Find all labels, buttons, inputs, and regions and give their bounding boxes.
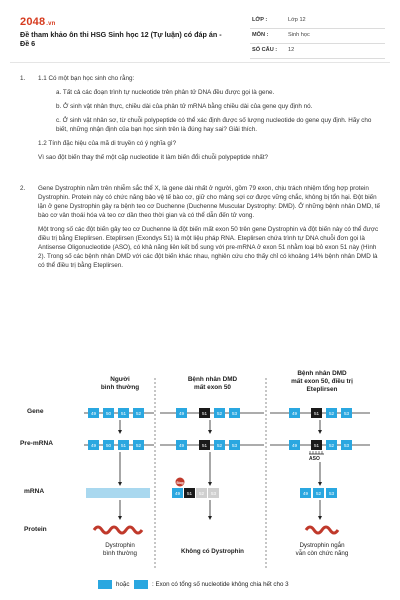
caption-normal: Dystrophin bình thường (102, 542, 137, 557)
site-logo[interactable] (20, 16, 56, 28)
exon-label: 53 (231, 411, 238, 416)
exon-label: 51 (201, 443, 208, 448)
statement-b: b. Ở sinh vật nhân thực, chiều dài của phân tử mRNA bằng chiều dài của gene quy định nó. (56, 103, 313, 110)
exon-label: 51 (120, 411, 127, 416)
legend-exon-swatch (134, 580, 148, 589)
exon-label: 53 (231, 443, 238, 448)
question-number: 2. (20, 185, 26, 192)
statement-c: c. Ở sinh vật nhân sơ, từ chuỗi polypeptide có thể xác định được số lượng nucleotide do gene quy định. Hãy cho biết, những nhận định của bạn học sinh trên là đúng hay sai? Giải thích. (56, 117, 372, 133)
protein-short-dystrophin (306, 527, 338, 533)
aso-label: ASO (309, 456, 320, 462)
statement-a: a. Tất cả các đoạn trình tự nucleotide trên phân tử DNA đều được gọi là gene. (56, 89, 275, 96)
exon-label: 53 (210, 491, 217, 496)
exon-label: 52 (216, 411, 223, 416)
protein-dystrophin (94, 527, 142, 533)
exon-label: 51 (120, 443, 127, 448)
exon-label: 53 (343, 411, 350, 416)
caption-dmd: Không có Dystrophin (181, 548, 244, 555)
mrna-strand (86, 488, 150, 498)
meta-value: Sinh học (288, 32, 310, 38)
legend-text: : Exon có tổng số nucleotide không chia hết cho 3 (152, 581, 289, 588)
exon-label: 52 (135, 411, 142, 416)
exon-label: 49 (174, 491, 181, 496)
meta-value: 12 (288, 47, 295, 53)
column-eteplirsen (270, 408, 370, 533)
row-label-pre-mrna: Pre-mRNA (20, 440, 53, 447)
column-title-dmd: Bệnh nhân DMD mất exon 50 (187, 376, 238, 391)
question-text: Gene Dystrophin nằm trên nhiễm sắc thể X, là gene dài nhất ở người, gồm 79 exon, chịu trách nhiệm tổng hợp protein Dystrophin. Protein này có chức năng bảo vệ tế bào cơ, giữ cho mảng sợi cơ được vững chắc, không bị tổn hại. Đột biến lặn ở gene Dystrophin gây ra bệnh teo cơ Duchenne (Duchenne Muscular Dystrophy: DMD). Ở những bệnh nhân DMD, tế bào cơ vân thoái hóa và teo cơ dần theo thời gian và có thể dẫn đến tử vong. (38, 185, 380, 219)
exon-label: 52 (198, 491, 205, 496)
exon-label: 49 (90, 411, 97, 416)
exon-label: 52 (216, 443, 223, 448)
meta-key: SỐ CÂU : (252, 47, 278, 53)
meta-value: Lớp 12 (288, 17, 306, 23)
exon-label: 49 (90, 443, 97, 448)
meta-key: LỚP : (252, 17, 268, 23)
row-label-gene: Gene (27, 408, 44, 415)
exon-label: 49 (178, 443, 185, 448)
exon-label: 51 (186, 491, 193, 496)
question-text: 1.2 Tính đặc hiệu của mã di truyền có ý nghĩa gì? (38, 140, 177, 147)
exon-label: 52 (135, 443, 142, 448)
exon-label: 49 (291, 443, 298, 448)
column-title-eteplirsen: Bệnh nhân DMD mất exon 50, điều trị Eteplirsen (291, 370, 353, 393)
exon-label: 49 (291, 411, 298, 416)
question-2 (20, 184, 385, 270)
aso-strand (309, 451, 324, 454)
exon-label: 51 (313, 411, 320, 416)
logo-suffix: .vn (46, 21, 56, 27)
row-label-protein: Protein (24, 526, 47, 533)
question-text: Vì sao đột biến thay thế một cặp nucleotide ít làm biến đổi chuỗi polypeptide nhất? (38, 154, 268, 161)
question-text: Một trong số các đột biến gây teo cơ Duchenne là đột biến mất exon 50 trên gene Dystrophin và đột biến này có thể được điều trị bằng Eteplirsen. Eteplirsen (Exondys 51) là một liệu pháp RNA. Eteplirsen chứa trình tự DNA chuỗi đơn gọi là Antisense Oligonucleotide (ASO), có khả năng liên kết bổ sung với pre-mRNA ở exon 51 nhằm loại bỏ exon 51 này (Hình 2). Trong số các bệnh nhân DMD với các đột biến khác nhau, nghiên cứu cho thấy chỉ có khoảng 14% bệnh nhân DMD là có thể điều trị bằng Eteplirsen. (38, 226, 379, 269)
exon-label: 53 (328, 491, 335, 496)
exon-label: 50 (105, 443, 112, 448)
exon-label: 52 (315, 491, 322, 496)
meta-table (250, 14, 385, 59)
header-divider (10, 62, 390, 63)
legend-or: hoặc (116, 581, 130, 588)
exon-label: 50 (105, 411, 112, 416)
document-header (0, 0, 400, 62)
exon-label: 51 (201, 411, 208, 416)
stop-label: Stop (176, 480, 184, 485)
exon-label: 51 (313, 443, 320, 448)
logo-text: 2048 (20, 16, 46, 28)
question-1 (20, 74, 385, 162)
meta-key: MÔN : (252, 32, 269, 38)
meta-row-count (250, 44, 385, 59)
caption-eteplirsen: Dystrophin ngắn vẫn còn chức năng (295, 542, 349, 557)
question-text: 1.1 Có một bạn học sinh cho rằng: (38, 75, 135, 82)
column-title-normal: Người bình thường (100, 376, 140, 391)
meta-row-subject (250, 29, 385, 44)
document-title: Đề tham khảo ôn thi HSG Sinh học 12 (Tự luận) có đáp án - Đề 6 (20, 30, 222, 48)
legend-exon-swatch (98, 580, 112, 589)
question-number: 1. (20, 75, 26, 82)
question-list (20, 74, 385, 278)
meta-row-class (250, 14, 385, 29)
row-label-mrna: mRNA (24, 488, 45, 495)
exon-label: 49 (302, 491, 309, 496)
exon-label: 52 (328, 443, 335, 448)
exon-label: 53 (343, 443, 350, 448)
exon-label: 49 (178, 411, 185, 416)
column-dmd (160, 408, 264, 518)
figure-dystrophin (20, 370, 390, 600)
figure-diagram (20, 370, 390, 600)
exon-label: 52 (328, 411, 335, 416)
column-normal (84, 408, 154, 533)
